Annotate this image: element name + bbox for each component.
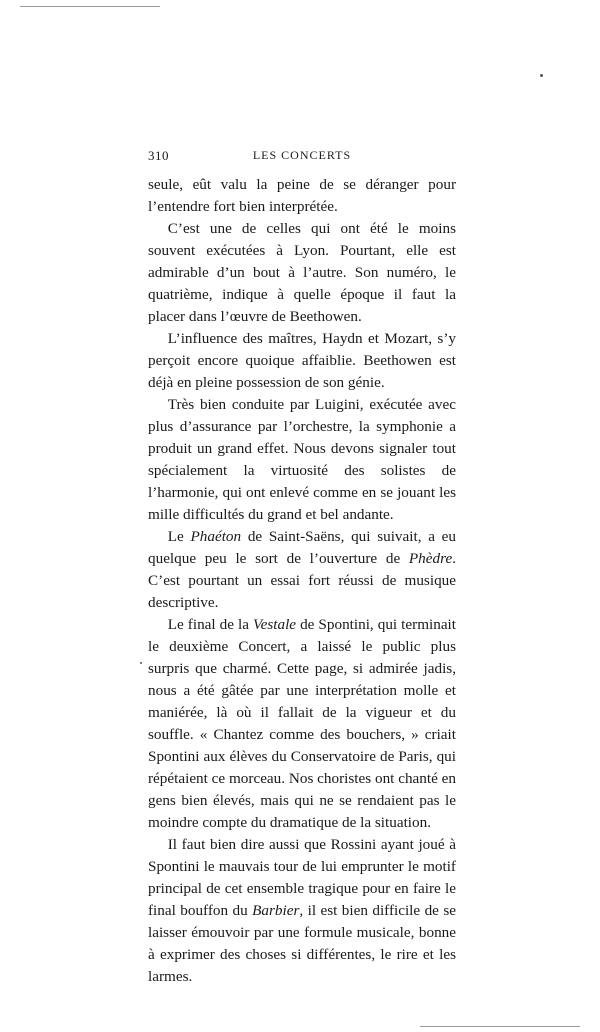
running-title: LES CONCERTS	[252, 148, 352, 162]
paragraph: seule, eût valu la peine de se déranger pour l’entendre fort bien interprétée.	[148, 176, 456, 215]
page-header	[148, 148, 456, 170]
body-text	[148, 174, 456, 988]
work-title: Vestale	[253, 616, 297, 633]
paragraph: Le Phaéton de Saint-Saëns, qui suivait, a eu quelque peu le sort de l’ouverture de Phèdre. C’est pourtant un essai fort réussi de musique descriptive.	[148, 528, 456, 611]
work-title: Barbier	[252, 902, 300, 919]
work-title: Phaéton	[190, 528, 242, 545]
margin-speck	[540, 74, 543, 77]
paragraph: Très bien conduite par Luigini, exécutée avec plus d’assurance par l’orchestre, la symphonie a produit un grand effet. Nous devons signaler tout spécialement la virtuosité des solistes de l’harmonie, qui ont enlevé comme en se jouant les mille difficultés du grand et bel andante.	[148, 396, 456, 523]
scan-edge-mark	[20, 6, 160, 7]
paragraph: C’est une de celles qui ont été le moins souvent exécutées à Lyon. Pourtant, elle est admirable d’un bout à l’autre. Son numéro, le quatrième, indique à quelle époque il faut la placer dans l’œuvre de Beethowen.	[148, 220, 456, 325]
paragraph: Il faut bien dire aussi que Rossini ayant joué à Spontini le mauvais tour de lui emprunter le motif principal de cet ensemble tragique pour en faire le final bouffon du Barbier, il est bien difficile de se laisser émouvoir par une formule musicale, bonne à exprimer des choses si différentes, le rire et les larmes.	[148, 836, 456, 985]
paragraph: Le final de la Vestale de Spontini, qui terminait le deuxième Concert, a laissé le public plus surpris que charmé. Cette page, si admirée jadis, nous a été gâtée par une interprétation molle et maniérée, là où il fallait de la vigueur et du souffle. « Chantez comme des bouchers, » criait Spontini aux élèves du Conservatoire de Paris, qui répétaient ce morceau. Nos choristes ont chanté en gens bien élevés, mais qui ne se rendaient pas le moindre compte du dramatique de la situation.	[148, 616, 456, 831]
scan-edge-mark	[420, 1026, 580, 1027]
work-title: Phèdre	[408, 550, 453, 567]
paragraph: L’influence des maîtres, Haydn et Mozart, s’y perçoit encore quoique affaiblie. Beethowen est déjà en pleine possession de son génie.	[148, 330, 456, 391]
page-number: 310	[148, 148, 169, 163]
margin-speck	[140, 662, 142, 664]
